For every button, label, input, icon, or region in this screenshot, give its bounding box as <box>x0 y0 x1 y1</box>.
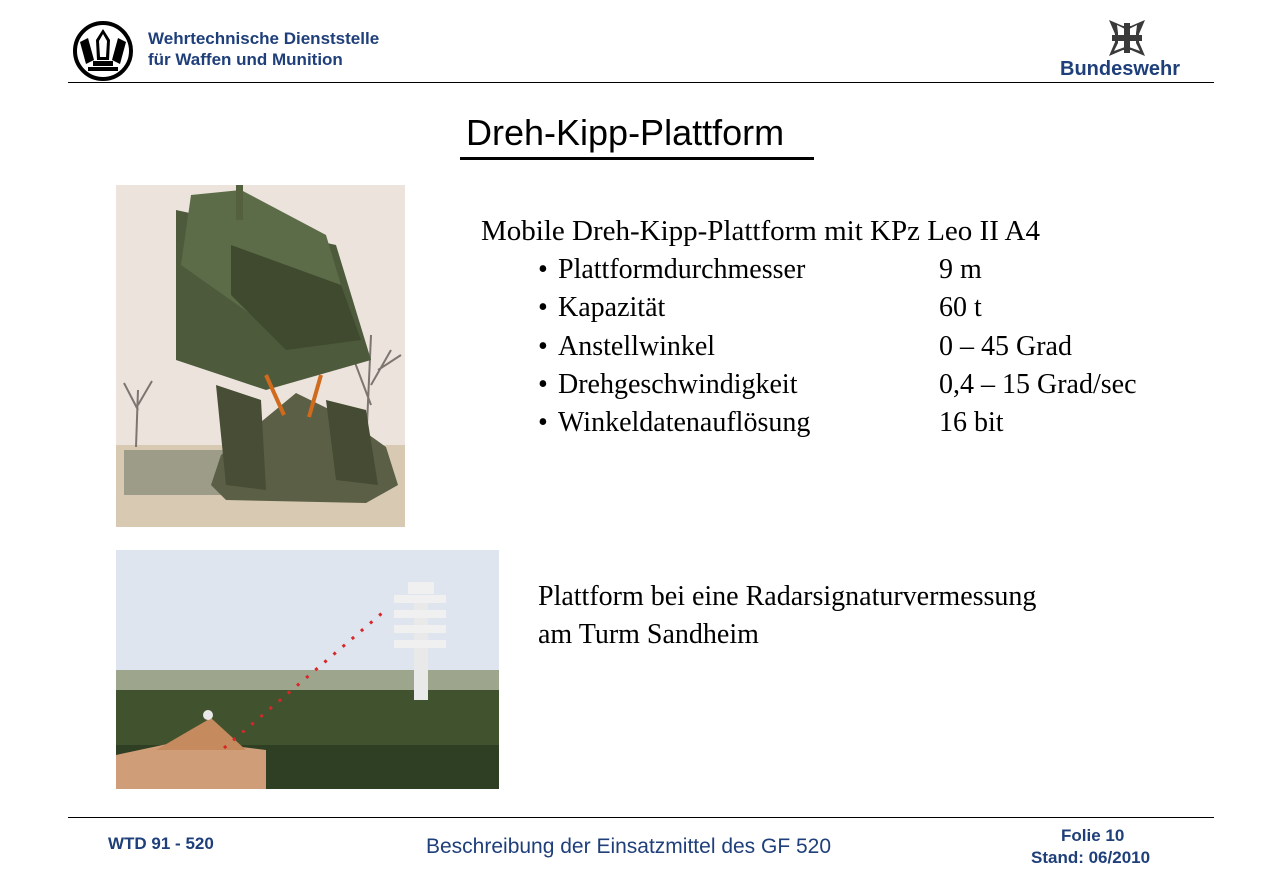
spec-name: Plattformdurchmesser <box>558 254 806 285</box>
footer-date: Stand: 06/2010 <box>1031 848 1151 867</box>
bundeswehr-wordmark: Bundeswehr <box>1060 58 1181 80</box>
wtd91-emblem-icon <box>72 20 134 82</box>
spec-heading: Mobile Dreh-Kipp-Plattform mit KPz Leo II A4 <box>481 215 1040 247</box>
spec-value: 0 – 45 Grad <box>939 330 1072 362</box>
spec-value: 9 m <box>939 254 982 285</box>
spec-name: Kapazität <box>558 292 666 324</box>
spec-value: 60 t <box>939 292 982 324</box>
spec-name: Winkeldatenauflösung <box>558 407 811 439</box>
spec-value: 16 bit <box>939 407 1004 439</box>
spec-name: Anstellwinkel <box>558 330 716 362</box>
bullet: • <box>538 407 548 439</box>
header-divider <box>68 82 1214 83</box>
organization-name <box>148 28 379 70</box>
footer-description: Beschreibung der Einsatzmittel des GF 520 <box>426 835 832 858</box>
footer-document-id: WTD 91 - 520 <box>108 834 214 853</box>
caption-line2: am Turm Sandheim <box>538 619 759 650</box>
footer-divider <box>68 817 1214 818</box>
bullet: • <box>538 330 548 362</box>
radar-tower-sandheim-photo <box>116 550 499 789</box>
tank-on-tilt-platform-photo <box>116 185 405 527</box>
title-underline <box>460 157 814 160</box>
spec-name: Drehgeschwindigkeit <box>558 368 798 400</box>
bullet: • <box>538 292 548 324</box>
slide-number: Folie 10 <box>1061 826 1125 845</box>
organization-name-line1: Wehrtechnische Dienststelle <box>148 29 380 48</box>
iron-cross-icon <box>1109 20 1145 56</box>
spec-value: 0,4 – 15 Grad/sec <box>939 368 1137 400</box>
bullet: • <box>538 368 548 400</box>
caption-line1: Plattform bei eine Radarsignaturvermessung <box>538 581 1037 612</box>
organization-name-line2: für Waffen und Munition <box>148 50 343 69</box>
slide-title: Dreh-Kipp-Plattform <box>466 112 785 153</box>
photo-caption <box>538 578 1036 654</box>
bullet: • <box>538 254 548 285</box>
